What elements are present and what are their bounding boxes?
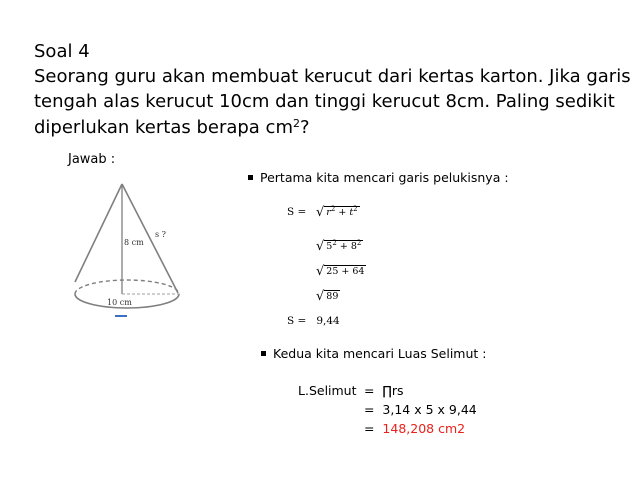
formula-radicand: 89 [326, 291, 339, 302]
question-line-1: Seorang guru akan membuat kerucut dari kertas karton. Jika garis [34, 66, 631, 87]
cone-left-side [75, 184, 122, 282]
cone-base-back [75, 280, 179, 294]
question-title: Soal 4 [34, 41, 90, 62]
calc-line-1: = ∏rs [364, 383, 404, 398]
formula-sqrt-89 [316, 289, 340, 304]
formula-radicand [324, 206, 359, 218]
formula-sqrt-25-64 [316, 264, 366, 279]
slant-label: s ? [155, 230, 166, 239]
formula-sqrt-r2-t2 [316, 205, 360, 220]
question-superscript: 2 [293, 117, 300, 130]
question-line-3-text: diperlukan kertas berapa cm [34, 117, 293, 138]
var-r: r [326, 207, 331, 218]
question-line-2: tengah alas kerucut 10cm dan tinggi kerucut 8cm. Paling sedikit [34, 91, 615, 112]
s-label: S = [287, 206, 307, 218]
exp-t: 2 [353, 205, 358, 213]
bullet-square-icon [248, 175, 253, 180]
step-1-bullet [248, 170, 509, 185]
final-result: 148,208 cm2 [382, 421, 466, 436]
calc-eq-sign: = [364, 421, 383, 436]
question-line-3-end: ? [300, 117, 310, 138]
calc-line-3 [364, 421, 465, 436]
op-plus: + [339, 241, 348, 252]
cone-diagram [65, 182, 200, 322]
diameter-label: 10 cm [107, 298, 132, 307]
luas-selimut-label: L.Selimut [298, 383, 357, 398]
step-1-text: Pertama kita mencari garis pelukisnya : [260, 170, 509, 185]
step-2-bullet [261, 346, 486, 361]
num-8: 8 [350, 241, 357, 252]
formula-sqrt-5-8 [316, 239, 363, 254]
sqrt-icon: √ [316, 239, 325, 254]
sqrt-icon: √ [316, 205, 325, 220]
formula-radicand [324, 240, 363, 252]
sqrt-icon: √ [316, 264, 325, 279]
sqrt-icon: √ [316, 289, 325, 304]
op-plus: + [338, 207, 347, 218]
s-result: S = 9,44 [287, 315, 340, 327]
calc-line-2: = 3,14 x 5 x 9,44 [364, 402, 477, 417]
exp-r: 2 [330, 205, 336, 213]
exp-5: 2 [332, 239, 337, 247]
height-label: 8 cm [124, 238, 144, 247]
step-2-text: Kedua kita mencari Luas Selimut : [273, 346, 487, 361]
answer-label: Jawab : [68, 152, 116, 167]
var-t: t [349, 207, 354, 218]
exp-8: 2 [356, 239, 362, 247]
formula-radicand: 25 + 64 [326, 266, 365, 277]
bullet-square-icon [261, 351, 266, 356]
question-line-3 [34, 116, 310, 139]
num-5: 5 [326, 241, 333, 252]
